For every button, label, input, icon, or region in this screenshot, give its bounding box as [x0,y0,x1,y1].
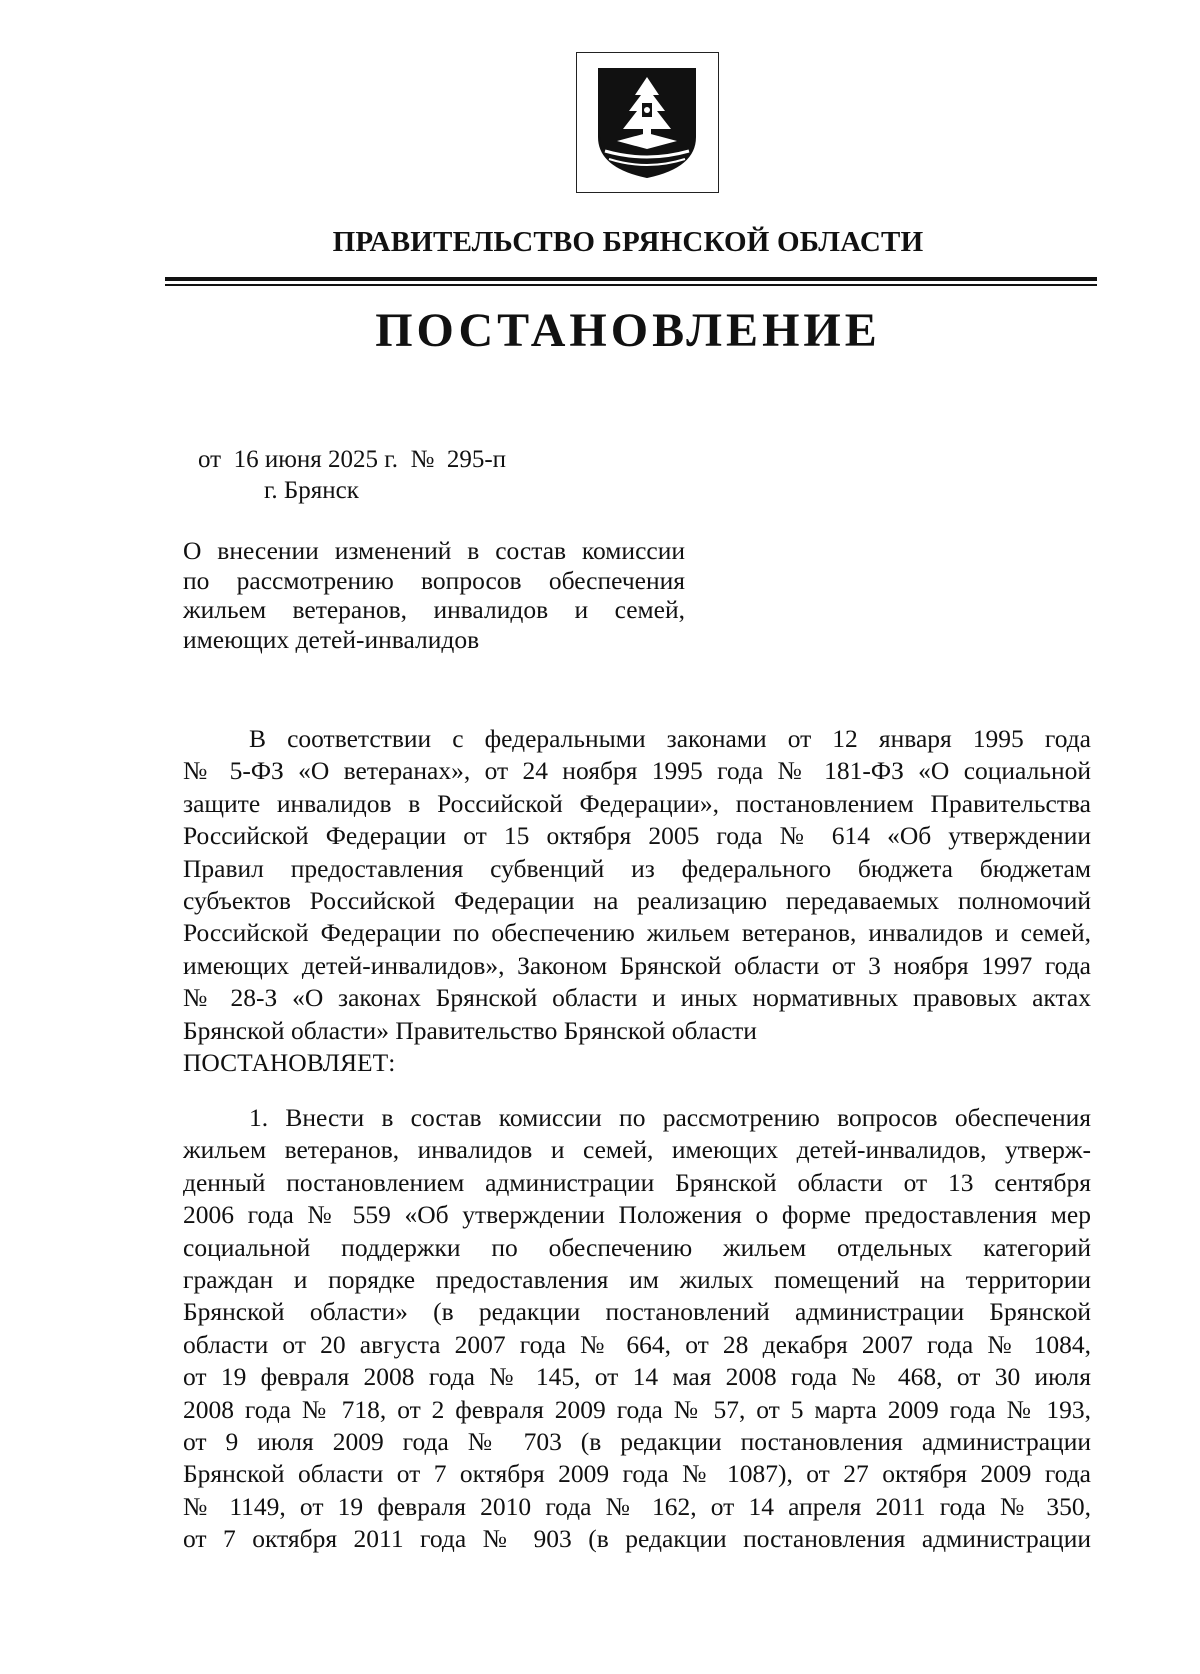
header-rule-thin [165,284,1097,286]
resolves-line: ПОСТАНОВЛЯЕТ: [183,1047,396,1077]
date-number-line: от 16 июня 2025 г. № 295-п [198,446,507,473]
text-line: имеющих детей-инвалидов», Законом Брянской области от 3 ноября 1997 года [183,950,1091,980]
text-line: от 9 июля 2009 года № 703 (в редакции постановления администрации [183,1426,1091,1456]
text-line: Правил предоставления субвенций из федерального бюджета бюджетам [183,853,1091,883]
text-line: граждан и порядке предоставления им жилых помещений на территории [183,1264,1091,1294]
text-line: 1. Внести в состав комиссии по рассмотрению вопросов обеспечения [249,1103,1091,1132]
text-line: Брянской области» Правительство Брянской области [183,1015,757,1045]
preamble-paragraph [183,723,1091,1079]
text-line: № 5-ФЗ «О ветеранах», от 24 ноября 1995 года № 181-ФЗ «О социальной [183,756,1091,786]
coat-of-arms-icon [595,67,699,179]
document-subject [183,536,685,654]
coat-of-arms-frame [576,52,719,193]
text-line: от 19 февраля 2008 года № 145, от 14 мая 2008 года № 468, от 30 июля [183,1362,1091,1392]
text-line: № 1149, от 19 февраля 2010 года № 162, от 14 апреля 2011 года № 350, [183,1491,1091,1521]
text-line: 2006 года № 559 «Об утверждении Положения о форме предоставления мер [183,1200,1091,1230]
text-line: области от 20 августа 2007 года № 664, от 28 декабря 2007 года № 1084, [183,1329,1091,1359]
text-line: № 28-З «О законах Брянской области и иных нормативных правовых актах [183,983,1091,1013]
subject-line: жильем ветеранов, инвалидов и семей, [183,595,685,624]
city-line: г. Брянск [264,477,359,504]
subject-line: имеющих детей-инвалидов [183,624,480,654]
text-line: социальной поддержки по обеспечению жильем отдельных категорий [183,1232,1091,1262]
text-line: субъектов Российской Федерации на реализацию передаваемых полномочий [183,885,1091,915]
text-line: жильем ветеранов, инвалидов и семей, имеющих детей-инвалидов, утверж- [183,1135,1091,1165]
subject-line: О внесении изменений в состав комиссии [183,536,685,565]
header-rule-thick [165,277,1097,281]
text-line: Брянской области от 7 октября 2009 года № 1087), от 27 октября 2009 года [183,1459,1091,1489]
text-line: от 7 октября 2011 года № 903 (в редакции постановления администрации [183,1524,1091,1554]
text-line: В соответствии с федеральными законами от 12 января 1995 года [249,724,1091,753]
text-line: 2008 года № 718, от 2 февраля 2009 года № 57, от 5 марта 2009 года № 193, [183,1394,1091,1424]
subject-line: по рассмотрению вопросов обеспечения [183,565,685,595]
document-kind-title: ПОСТАНОВЛЕНИЕ [375,304,881,357]
text-line: денный постановлением администрации Брянской области от 13 сентября [183,1167,1091,1197]
clause-1-paragraph [183,1102,1091,1555]
text-line: Российской Федерации по обеспечению жильем ветеранов, инвалидов и семей, [183,918,1091,948]
text-line: защите инвалидов в Российской Федерации», постановлением Правительства [183,788,1091,818]
text-line: Российской Федерации от 15 октября 2005 года № 614 «Об утверждении [183,821,1091,851]
government-title: ПРАВИТЕЛЬСТВО БРЯНСКОЙ ОБЛАСТИ [332,226,924,258]
text-line: Брянской области» (в редакции постановлений администрации Брянской [183,1297,1091,1327]
